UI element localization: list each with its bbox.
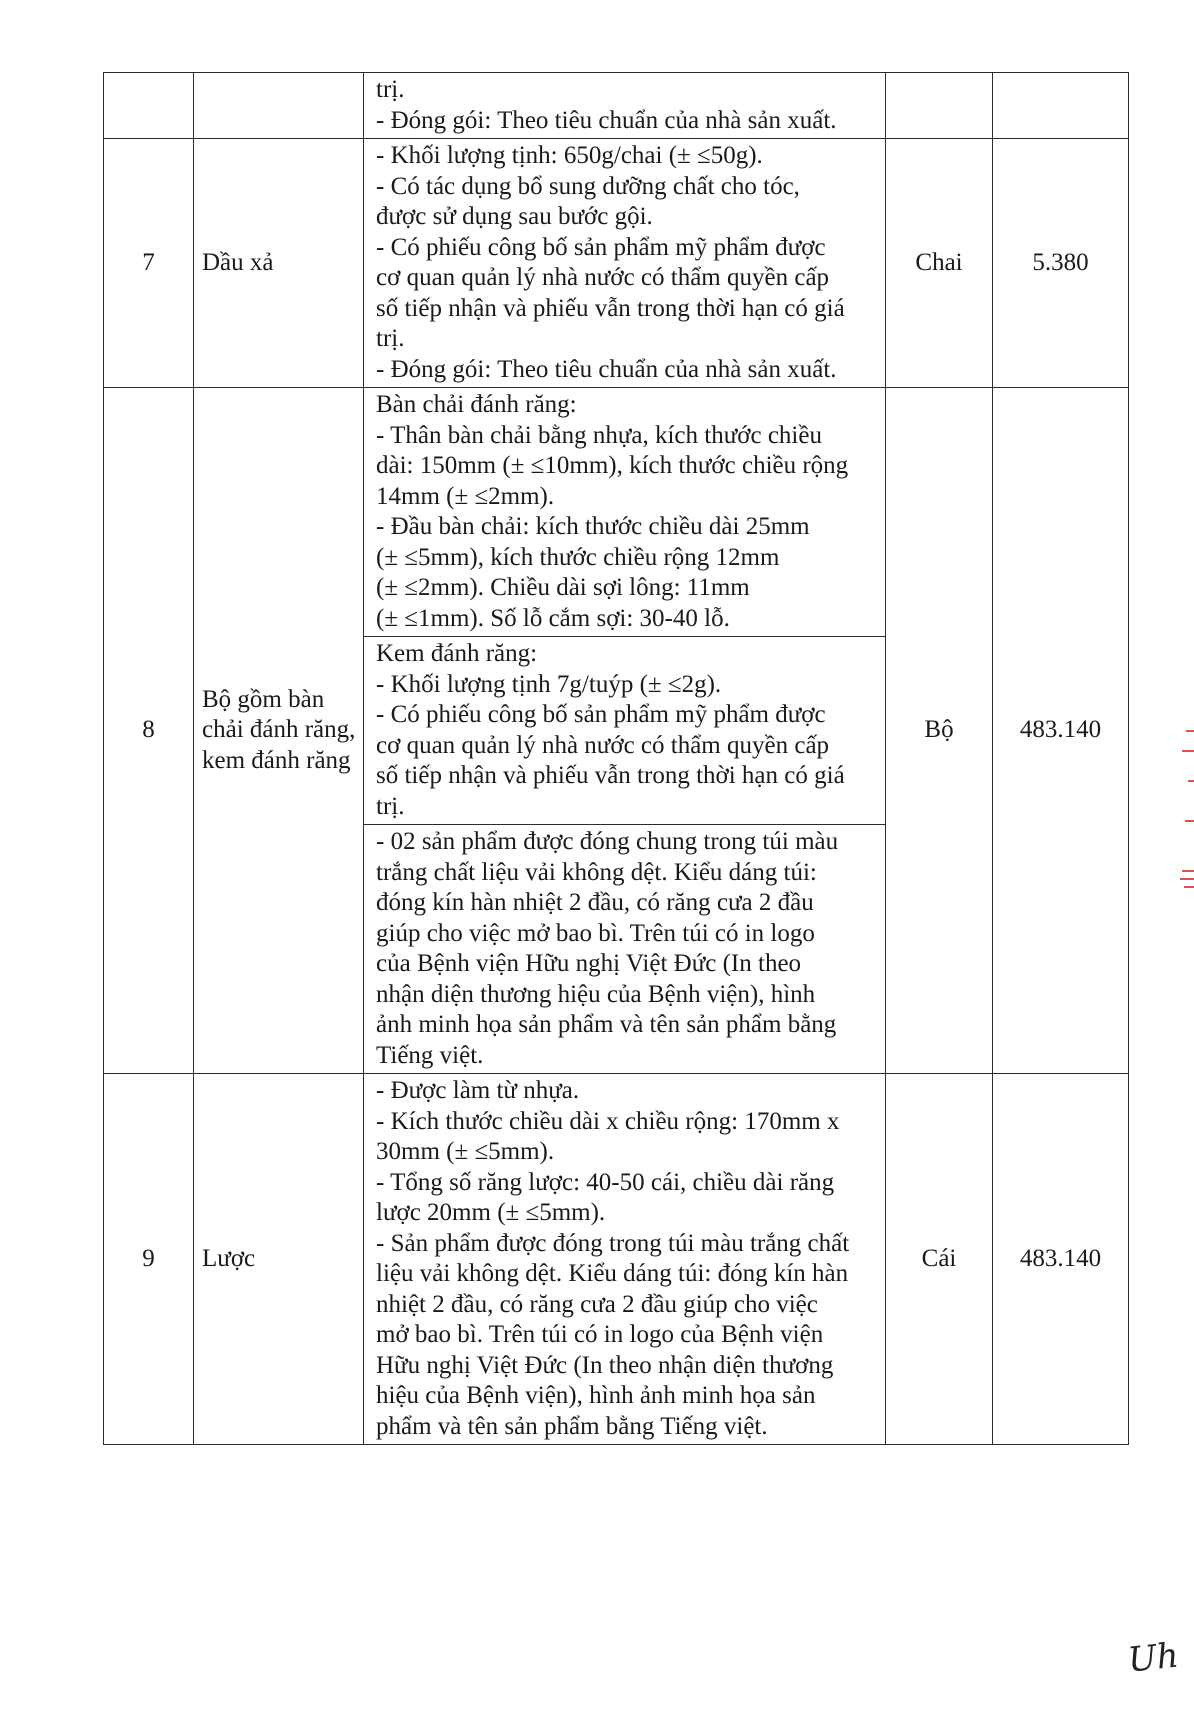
product-name-line: kem đánh răng [202, 746, 351, 774]
product-name [194, 139, 364, 388]
row-number: 8 [104, 388, 194, 1074]
product-spec-line: - Có phiếu công bố sản phẩm mỹ phẩm được [376, 701, 826, 728]
product-spec [364, 637, 886, 825]
product-name-line: Dầu xả [202, 248, 274, 276]
product-spec-line: trị. [376, 325, 405, 352]
product-spec [364, 1074, 886, 1445]
product-spec-line: 30mm (± ≤5mm). [376, 1138, 555, 1165]
product-spec-line: giúp cho việc mở bao bì. Trên túi có in logo [376, 919, 815, 947]
product-name-line: chải đánh răng, [202, 716, 356, 744]
unit [886, 73, 993, 139]
product-spec-line: cơ quan quản lý nhà nước có thẩm quyền cấp [376, 731, 830, 759]
product-spec [364, 139, 886, 388]
unit: Chai [886, 139, 993, 388]
product-spec-line: trị. [376, 76, 405, 103]
unit: Cái [886, 1074, 993, 1445]
product-spec-line: trị. [376, 792, 405, 820]
red-stamp-edge [1180, 720, 1194, 910]
product-spec-line: lược 20mm (± ≤5mm). [376, 1199, 606, 1226]
product-spec-line: số tiếp nhận và phiếu vẫn trong thời hạn có giá [376, 762, 845, 789]
product-spec-line: phẩm và tên sản phẩm bằng Tiếng việt. [376, 1412, 768, 1440]
row-number [104, 73, 194, 139]
product-spec-line: (± ≤1mm). Số lỗ cắm sợi: 30-40 lỗ. [376, 604, 730, 632]
product-spec-line: nhận diện thương hiệu của Bệnh viện), hình [376, 980, 816, 1008]
row-number: 9 [104, 1074, 194, 1445]
quantity: 483.140 [993, 1074, 1129, 1445]
product-spec-line: - Khối lượng tịnh: 650g/chai (± ≤50g). [376, 142, 763, 169]
product-spec-line: - Đóng gói: Theo tiêu chuẩn của nhà sản xuất. [376, 355, 837, 383]
product-spec-line: Hữu nghị Việt Đức (In theo nhận diện thương [376, 1351, 834, 1379]
product-spec-line: (± ≤5mm), kích thước chiều rộng 12mm [376, 543, 780, 571]
product-spec-line: - Khối lượng tịnh 7g/tuýp (± ≤2g). [376, 670, 722, 698]
table-row [104, 73, 1129, 139]
product-spec-line: mở bao bì. Trên túi có in logo của Bệnh viện [376, 1321, 824, 1348]
initials-signature: Uh [1126, 1635, 1181, 1681]
product-spec-line: - Sản phẩm được đóng trong túi màu trắng chất [376, 1229, 850, 1257]
product-spec-line: ảnh minh họa sản phẩm và tên sản phẩm bằng [376, 1011, 837, 1038]
product-spec-line: - Thân bàn chải bằng nhựa, kích thước chiều [376, 421, 822, 449]
product-spec-line: Bàn chải đánh răng: [376, 391, 577, 418]
product-spec-line: số tiếp nhận và phiếu vẫn trong thời hạn có giá [376, 294, 845, 322]
product-spec-line: được sử dụng sau bước gội. [376, 203, 653, 230]
table-row [104, 1074, 1129, 1445]
unit: Bộ [886, 388, 993, 1074]
product-spec-line: liệu vải không dệt. Kiểu dáng túi: đóng kín hàn [376, 1260, 849, 1287]
product-name-line: Lược [202, 1244, 256, 1272]
row-number: 7 [104, 139, 194, 388]
product-name [194, 388, 364, 1074]
quantity: 483.140 [993, 388, 1129, 1074]
product-spec-line: đóng kín hàn nhiệt 2 đầu, có răng cưa 2 đầu [376, 889, 814, 916]
product-spec-line: - Đầu bàn chải: kích thước chiều dài 25mm [376, 513, 810, 540]
product-spec-line: - Đóng gói: Theo tiêu chuẩn của nhà sản xuất. [376, 106, 837, 134]
product-spec-line: - Tổng số răng lược: 40-50 cái, chiều dài răng [376, 1168, 835, 1196]
product-spec-line: cơ quan quản lý nhà nước có thẩm quyền cấp [376, 264, 830, 291]
product-spec [364, 388, 886, 637]
product-spec-line: trắng chất liệu vải không dệt. Kiểu dáng túi: [376, 858, 817, 886]
product-spec-line: Kem đánh răng: [376, 640, 538, 667]
product-spec [364, 73, 886, 139]
product-spec-line: 14mm (± ≤2mm). [376, 482, 555, 510]
table-body [104, 73, 1129, 1445]
product-name [194, 1074, 364, 1445]
product-spec-line: - Được làm từ nhựa. [376, 1077, 580, 1104]
product-spec-line: - 02 sản phẩm được đóng chung trong túi màu [376, 828, 839, 855]
product-spec-line: - Có phiếu công bố sản phẩm mỹ phẩm được [376, 233, 826, 261]
product-spec-line: của Bệnh viện Hữu nghị Việt Đức (In theo [376, 950, 802, 977]
product-spec-line: - Có tác dụng bổ sung dưỡng chất cho tóc, [376, 172, 800, 200]
table-row [104, 388, 1129, 637]
product-spec-line: hiệu của Bệnh viện), hình ảnh minh họa sản [376, 1382, 816, 1409]
product-spec-line: dài: 150mm (± ≤10mm), kích thước chiều rộng [376, 452, 849, 479]
product-spec-line: nhiệt 2 đầu, có răng cưa 2 đầu giúp cho việc [376, 1290, 818, 1318]
table-row [104, 139, 1129, 388]
quantity: 5.380 [993, 139, 1129, 388]
quantity [993, 73, 1129, 139]
product-name-line: Bộ gồm bàn [202, 685, 325, 713]
product-spec [364, 825, 886, 1074]
product-spec-line: - Kích thước chiều dài x chiều rộng: 170mm x [376, 1107, 840, 1135]
product-name [194, 73, 364, 139]
product-spec-table [103, 72, 1129, 1445]
product-spec-line: Tiếng việt. [376, 1041, 484, 1069]
product-spec-line: (± ≤2mm). Chiều dài sợi lông: 11mm [376, 574, 750, 601]
